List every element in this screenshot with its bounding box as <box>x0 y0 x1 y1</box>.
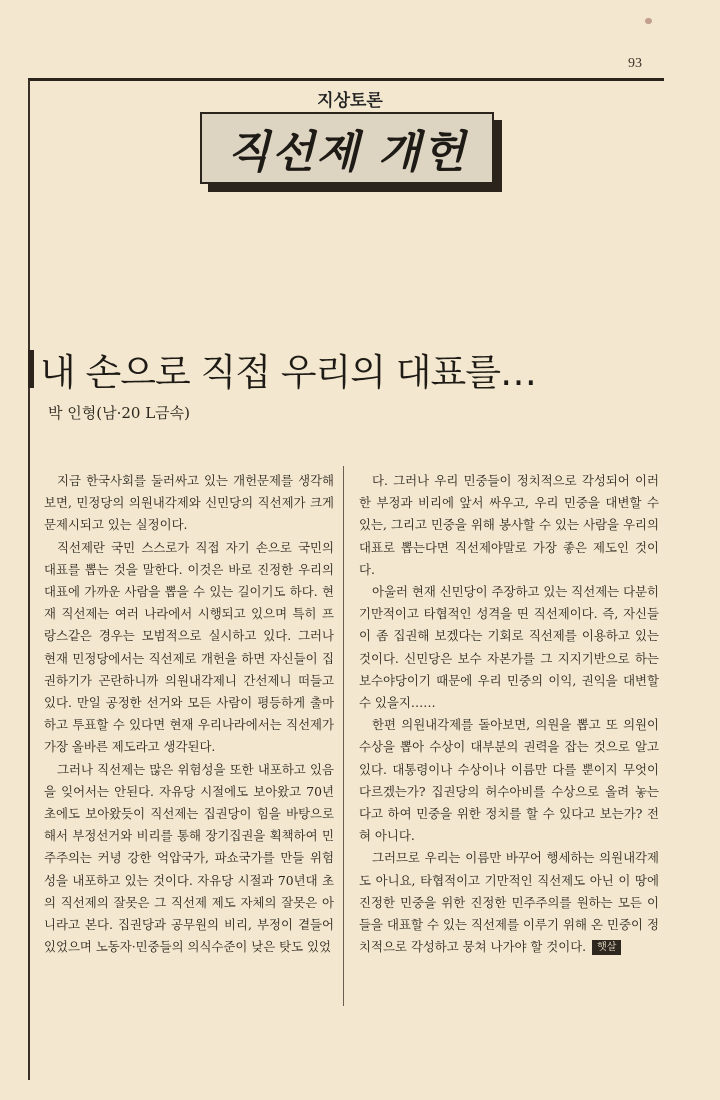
paragraph-text: 그러므로 우리는 이름만 바꾸어 행세하는 의원내각제도 아니요, 타협적이고 기만적인 직선제도 아닌 이 땅에 진정한 민중을 위한 진정한 민주주의를 원하는 모든 이들을 대표할 수 있는 직선제를 이루기 위해 온 민중이 정치적으로 각성하고 뭉쳐 나가야 할 것이다. <box>359 850 659 955</box>
column-right <box>359 470 659 958</box>
top-rule <box>28 78 664 81</box>
paragraph: 직선제란 국민 스스로가 직접 자기 손으로 국민의 대표를 뽑는 것을 말한다. 이것은 바로 진정한 우리의 대표에 가까운 사람을 뽑을 수 있는 길이기도 하다. 현재 직선제는 여러 나라에서 시행되고 있으며 특히 프랑스같은 경우는 모범적으로 실시하고 있다. 그러나 현재 민정당에서는 직선제로 개헌을 하면 자신들이 집권하기가 곤란하니까 의원내각제니 간선제니 떠들고 있다. 만일 공정한 선거와 모든 사람이 평등하게 출마하고 투표할 수 있다면 현재 우리나라에서는 직선제가 가장 올바른 제도라고 생각된다. <box>44 539 334 755</box>
ink-spot <box>645 18 652 24</box>
end-mark: 햇살 <box>592 940 621 955</box>
column-divider <box>343 466 344 1006</box>
paragraph: 아울러 현재 신민당이 주장하고 있는 직선제는 다분히 기만적이고 타협적인 성격을 띤 직선제이다. 즉, 자신들이 좀 집권해 보겠다는 기회로 직선제를 이용하고 있는 것이다. 신민당은 보수 자본가를 그 지지기반으로 하는 보수야당이기 때문에 우리 민중의 이익, 권익을 대변할 수 있을지…… <box>359 584 659 711</box>
paragraph: 다. 그러나 우리 민중들이 정치적으로 각성되어 이러한 부정과 비리에 앞서 싸우고, 우리 민중을 대변할 수 있는, 그리고 민중을 위해 봉사할 수 있는 사람을 우리의 대표로 뽑는다면 직선제야말로 가장 좋은 제도인 것이다. <box>359 473 659 577</box>
paragraph: 그러나 직선제는 많은 위험성을 또한 내포하고 있음을 잊어서는 안된다. 자유당 시절에도 보아왔고 70년 초에도 보아왔듯이 직선제는 집권당이 힘을 바탕으로 해서 부정선거와 비리를 통해 장기집권을 획책하여 민주주의는 커녕 강한 억압국가, 파쇼국가를 만들 위험성을 내포하고 있는 것이다. 자유당 시절과 70년대 초의 직선제의 잘못은 그 직선제 제도 자체의 잘못은 아니라고 본다. 집권당과 공무원의 비리, 부정이 곁들어 있었으며 노동자·민중들의 의식수준이 낮은 탓도 있었 <box>44 761 334 955</box>
section-label: 지상토론 <box>317 91 383 111</box>
feature-title-box <box>200 112 494 184</box>
left-rule <box>28 80 30 1080</box>
headline: 내 손으로 직접 우리의 대표를… <box>40 351 536 394</box>
paragraph: 한편 의원내각제를 돌아보면, 의원을 뽑고 또 의원이 수상을 뽑아 수상이 대부분의 권력을 잡는 것으로 알고 있다. 대통령이나 수상이나 이름만 다를 뿐이지 무엇이 다르겠는가? 집권당의 허수아비를 수상으로 올려 놓는다고 하여 민중을 위한 정치를 할 수 있다고 보는가? 전혀 아니다. <box>359 717 659 844</box>
paragraph-last <box>359 847 659 958</box>
column-left <box>44 470 334 958</box>
feature-title: 직선제 개헌 <box>227 127 467 178</box>
byline: 박 인형(남·20 L금속) <box>48 404 190 422</box>
headline-bar <box>28 350 34 388</box>
paragraph: 지금 한국사회를 둘러싸고 있는 개헌문제를 생각해 보면, 민정당의 의원내각제와 신민당의 직선제가 크게 문제시되고 있는 실정이다. <box>44 473 334 533</box>
page-number: 93 <box>628 56 642 71</box>
